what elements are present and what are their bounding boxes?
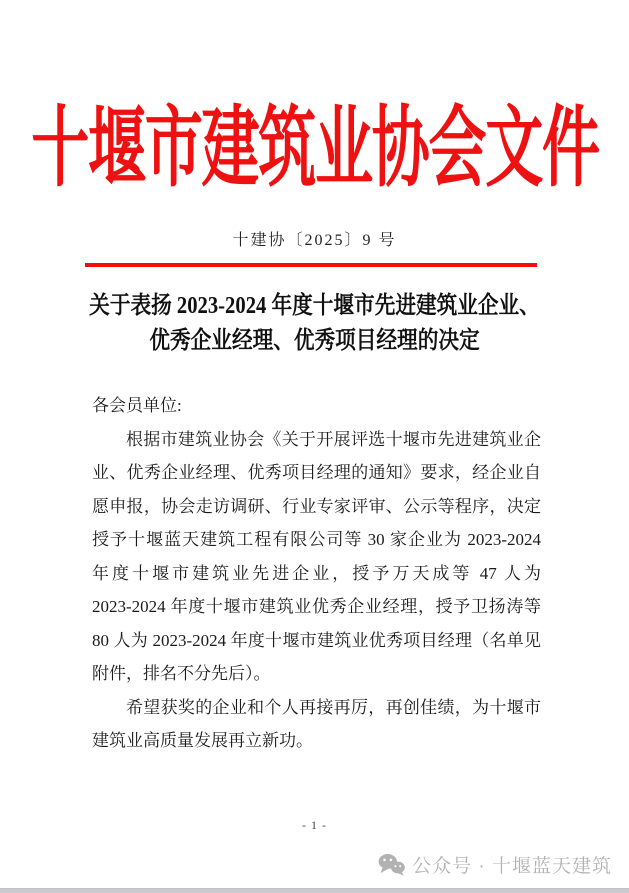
red-divider-line: [85, 263, 537, 267]
body-line: 业、优秀企业经理、优秀项目经理的通知》要求，经企业自: [92, 463, 541, 482]
body-line: 2023-2024 年度十堰市建筑业优秀企业经理，授予卫扬涛等: [92, 597, 541, 616]
body-line: 建筑业高质量发展再立新功。: [92, 731, 313, 750]
page-number: - 1 -: [302, 818, 327, 832]
doc-title: [0, 289, 629, 359]
bottom-edge-bar: [0, 888, 629, 893]
wechat-official-account-tag[interactable]: [378, 851, 612, 878]
body-line: 附件，排名不分先后）。: [92, 664, 271, 683]
wechat-icon: [378, 853, 405, 876]
doc-number: 十建协〔2025〕9 号: [232, 232, 397, 249]
body-line: 希望获奖的企业和个人再接再厉，再创佳绩，为十堰市: [126, 697, 541, 717]
doc-letterhead: [0, 96, 629, 204]
body-line: 年度十堰市建筑业先进企业，授予万天成等 47 人为: [92, 563, 541, 583]
wechat-account-label: 公众号 · 十堰蓝天建筑: [412, 856, 612, 877]
body-line: 根据市建筑业协会《关于开展评选十堰市先进建筑业企: [126, 429, 541, 449]
salutation-line: 各会员单位:: [92, 396, 182, 415]
body-line: 授予十堰蓝天建筑工程有限公司等 30 家企业为 2023-2024: [92, 530, 541, 549]
doc-body: [92, 389, 541, 758]
doc-letterhead-text: 十堰市建筑业协会文件: [30, 101, 599, 198]
doc-title-line1: 关于表扬 2023-2024 年度十堰市先进建筑业企业、: [89, 293, 540, 319]
body-line: 80 人为 2023-2024 年度十堰市建筑业优秀项目经理（名单见: [92, 630, 541, 650]
doc-title-line2: 优秀企业经理、优秀项目经理的决定: [149, 328, 480, 354]
body-line: 愿申报，协会走访调研、行业专家评审、公示等程序，决定: [92, 496, 541, 516]
